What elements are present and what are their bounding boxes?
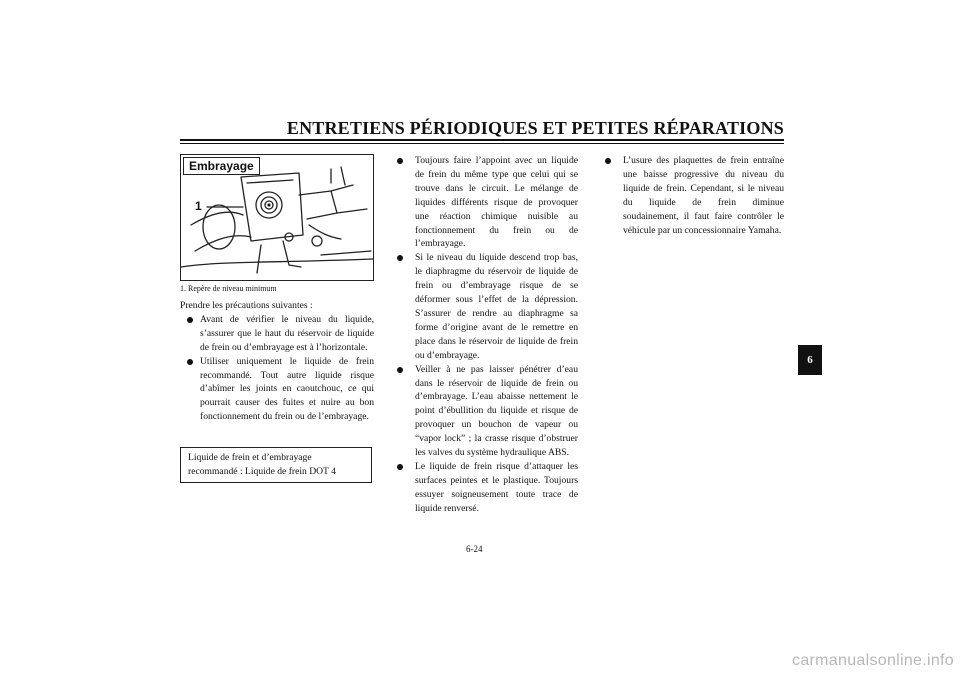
precautions-list-3 <box>604 154 784 237</box>
list-item: Toujours faire l’appoint avec un liquide de frein du même type que celui qui se trouve dans le circuit. Le mélange de liquides différents risque de provoquer une réaction chimique nuisible au fonctionnement du frein ou de l’embrayage. <box>396 154 578 251</box>
recommended-fluid-box <box>180 447 372 483</box>
list-item: Si le niveau du liquide descend trop bas, le diaphragme du réservoir de liquide de frein ou d’embrayage risque de se déformer sous l’effet de la dépression. S’assurer de rendre au diaphragme sa forme d’origine avant de le remettre en place dans le réservoir de liquide de frein ou d’embrayage. <box>396 251 578 362</box>
precautions-intro: Prendre les précautions suivantes : <box>180 300 313 311</box>
bullet-icon <box>187 359 193 365</box>
list-item: L’usure des plaquettes de frein entraîne une baisse progressive du niveau du liquide de frein. Cependant, si le niveau du liquide de frein diminue soudainement, il faut faire contrôler le véhicule par un concessionnaire Yamaha. <box>604 154 784 237</box>
figure-label: Embrayage <box>183 157 260 175</box>
clutch-reservoir-figure <box>180 154 374 281</box>
column-3 <box>604 154 784 237</box>
bullet-icon <box>397 255 403 261</box>
figure-callout-number: 1 <box>195 199 202 213</box>
bullet-icon <box>187 317 193 323</box>
list-item: Avant de vérifier le niveau du liquide, s’assurer que le haut du réservoir de liquide de frein ou d’embrayage est à l’horizontale. <box>180 313 374 355</box>
list-item: Utiliser uniquement le liquide de frein recommandé. Tout autre liquide risque d’abîmer les joints en caoutchouc, ce qui pourrait causer des fuites et nuire au bon fonctionnement du frein ou de l’embrayage. <box>180 355 374 425</box>
precautions-list-1 <box>180 313 374 424</box>
bullet-icon <box>397 367 403 373</box>
watermark-text: carmanualsonline.info <box>792 652 954 669</box>
figure-caption: 1. Repère de niveau minimum <box>180 284 277 293</box>
spec-line-2: recommandé : Liquide de frein DOT 4 <box>188 466 336 477</box>
column-2 <box>396 154 578 516</box>
header-rule-thin <box>180 143 784 144</box>
list-item: Veiller à ne pas laisser pénétrer d’eau dans le réservoir de liquide de frein ou d’embrayage. L’eau abaisse nettement le point d’ébullition du liquide et risque de provoquer un bouchon de vapeur ou “vapor lock” ; la crasse risque d’obstruer les valves du système hydraulique ABS. <box>396 363 578 460</box>
chapter-tab: 6 <box>798 345 822 375</box>
bullet-icon <box>397 158 403 164</box>
column-1 <box>180 299 374 424</box>
header-rule-thick <box>180 139 784 141</box>
list-item: Le liquide de frein risque d’attaquer les surfaces peintes et le plastique. Toujours essuyer soigneusement toute trace de liquide renversé. <box>396 460 578 516</box>
page-title: ENTRETIENS PÉRIODIQUES ET PETITES RÉPARATIONS <box>286 118 784 138</box>
bullet-icon <box>605 158 611 164</box>
spec-line-1: Liquide de frein et d’embrayage <box>188 452 312 463</box>
precautions-list-2 <box>396 154 578 516</box>
page-number: 6-24 <box>466 544 483 554</box>
bullet-icon <box>397 464 403 470</box>
